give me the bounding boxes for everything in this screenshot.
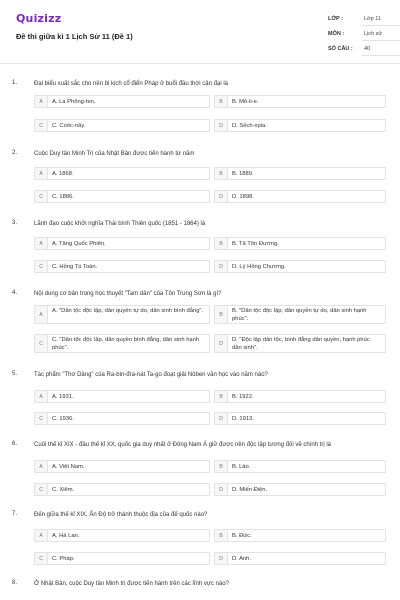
option-letter: C [35,484,48,495]
option-d[interactable] [214,552,386,565]
option-d[interactable] [214,334,386,353]
option-b[interactable] [214,460,386,473]
question-text: Nội dung cơ bản trong học thuyết "Tam dân" của Tôn Trung Sơn là gì? [34,291,222,297]
header-divider [0,63,400,64]
option-b[interactable] [214,95,386,108]
option-a[interactable] [34,460,210,473]
option-b[interactable] [214,390,386,403]
option-text: B. 1922. [232,394,254,400]
option-a[interactable] [34,95,210,108]
option-text: A. La Phông-ten. [52,99,96,105]
option-letter: D [215,191,228,202]
class-underline [362,25,400,26]
option-c[interactable] [34,483,210,496]
option-letter: A [35,530,48,541]
option-text: D. Miến Điện. [232,487,268,493]
option-text: B. Lào. [232,464,251,470]
option-text: B. Tả Tôn Đường. [232,241,279,247]
option-text: A. Hà Lan. [52,533,80,539]
option-text: D. Anh. [232,556,252,562]
option-text: C. Xiêm. [52,487,75,493]
option-d[interactable] [214,260,386,273]
option-letter: A [35,238,48,249]
option-letter: D [215,120,228,131]
option-text: D. 1913. [232,416,254,422]
option-d[interactable] [214,190,386,203]
question-text: Lãnh đạo cuộc khởi nghĩa Thái bình Thiên quốc (1851 - 1864) là [34,221,206,227]
worksheet-header [0,0,400,62]
question-count-underline [362,55,400,56]
subject-field [328,31,388,45]
subject-label: MÔN : [328,31,345,37]
option-d[interactable] [214,119,386,132]
class-field [328,16,388,30]
option-a[interactable] [34,529,210,542]
option-d[interactable] [214,412,386,425]
option-b[interactable] [214,237,386,250]
option-text: D. "Độc lập dân tộc, bình đẳng dân quyền, hạnh phúc dân sinh". [232,337,370,351]
option-letter: A [35,461,48,472]
quiz-title: Đề thi giữa kì 1 Lịch Sử 11 (Đề 1) [16,32,133,41]
question-text: Tác phẩm "Thơ Dâng" của Ra-bin-đra-nát Ta-go đoạt giải Nôben văn học vào năm nào? [34,372,268,378]
option-text: D. Lý Hồng Chương. [232,264,286,270]
option-c[interactable] [34,260,210,273]
option-letter: D [215,553,228,564]
option-letter: A [35,168,48,179]
option-letter: B [215,168,228,179]
option-letter: C [35,191,48,202]
question-number: 7. [12,511,18,517]
question-number: 1. [12,80,18,86]
option-letter: B [215,461,228,472]
option-letter: D [215,335,228,352]
option-text: C. 1886. [52,194,74,200]
class-label: LỚP : [328,16,343,22]
option-a[interactable] [34,390,210,403]
option-text: C. Hồng Tú Toàn. [52,264,98,270]
option-c[interactable] [34,412,210,425]
option-c[interactable] [34,190,210,203]
option-letter: A [35,306,48,323]
class-value: Lớp 11 [364,16,381,22]
option-c[interactable] [34,552,210,565]
option-text: B. "Dân tộc độc lập, dân quyền tự do, dân sinh hạnh phúc". [232,308,367,322]
option-letter: B [215,306,228,323]
option-b[interactable] [214,305,386,324]
question-count-value: 40 [364,46,371,52]
question-text: Đại biểu xuất sắc cho nền bi kịch cổ điển Pháp ở buổi đầu thời cận đại là [34,81,228,87]
option-letter: C [35,335,48,352]
option-letter: A [35,96,48,107]
question-count-label: SỐ CÂU : [328,46,353,52]
option-text: A. Tăng Quốc Phiên. [52,241,106,247]
question-text: Ở Nhật Bản, cuộc Duy tân Minh trị được tiến hành trên các lĩnh vực nào? [34,581,229,587]
option-letter: C [35,553,48,564]
option-letter: D [215,261,228,272]
question-number: 4. [12,290,18,296]
option-c[interactable] [34,334,210,353]
option-text: B. 1889. [232,171,254,177]
option-letter: B [215,391,228,402]
option-letter: A [35,391,48,402]
question-number: 3. [12,220,18,226]
option-letter: B [215,96,228,107]
option-b[interactable] [214,167,386,180]
option-text: D. Sếch-xpia. [232,123,267,129]
option-letter: B [215,530,228,541]
option-text: A. 1931. [52,394,74,400]
option-text: C. 1936. [52,416,74,422]
option-a[interactable] [34,305,210,324]
question-text: Đến giữa thế kỉ XIX, Ấn Độ trở thành thuộc địa của đế quốc nào? [34,512,208,518]
question-number: 6. [12,441,18,447]
subject-underline [362,40,400,41]
question-number: 2. [12,150,18,156]
option-text: D. 1898. [232,194,254,200]
option-d[interactable] [214,483,386,496]
question-number: 8. [12,580,18,586]
option-letter: C [35,261,48,272]
option-c[interactable] [34,119,210,132]
subject-value: Lịch sử [364,31,383,37]
quizizz-logo: Quizizz [16,12,62,25]
option-text: A. "Dân tộc độc lập, dân quyền tự do, dân sinh bình đẳng". [52,308,204,314]
question-count-field [328,46,388,60]
option-text: B. Mô-li-e. [232,99,259,105]
option-text: C. Coóc-nây. [52,123,86,129]
option-text: A. Việt Nam. [52,464,85,470]
option-b[interactable] [214,529,386,542]
question-number: 5. [12,371,18,377]
option-letter: C [35,413,48,424]
option-text: C. Pháp. [52,556,75,562]
option-text: C. "Dân tộc độc lập, dân quyền bình đẳng, dân sinh hạnh phúc". [52,337,200,351]
option-letter: C [35,120,48,131]
option-text: B. Đức. [232,533,252,539]
option-text: A. 1868. [52,171,74,177]
option-letter: D [215,484,228,495]
option-letter: B [215,238,228,249]
question-text: Cuối thế kỉ XIX - đầu thế kỉ XX, quốc gia duy nhất ở Đông Nam Á giữ được nền độc lập tương đối về chính trị là [34,442,332,448]
option-a[interactable] [34,237,210,250]
option-letter: D [215,413,228,424]
option-a[interactable] [34,167,210,180]
question-text: Cuộc Duy tân Minh Trị của Nhật Bản được tiến hành từ năm [34,151,195,157]
